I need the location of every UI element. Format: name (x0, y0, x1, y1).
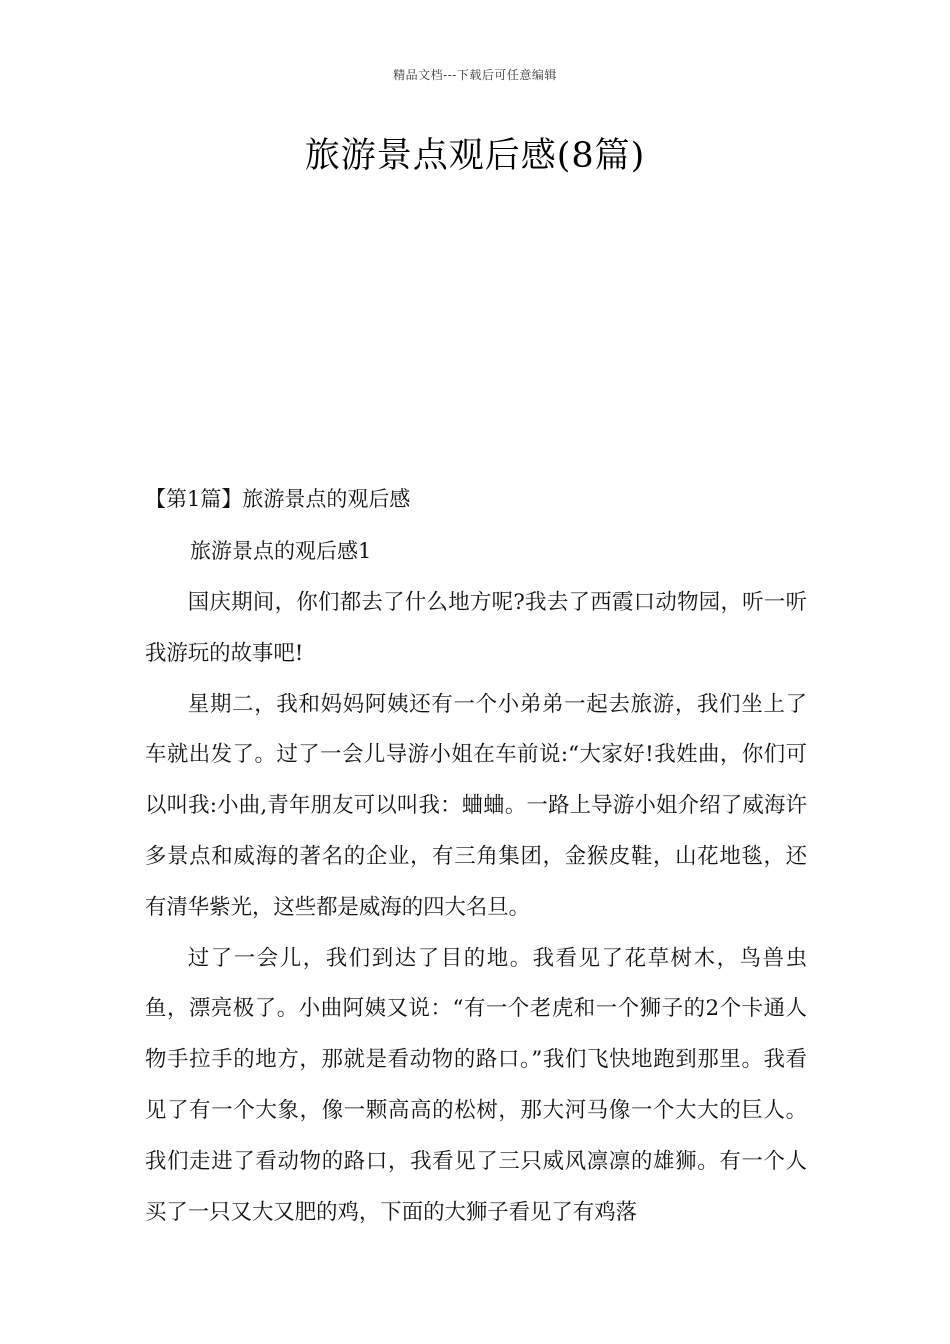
document-title: 旅游景点观后感(8篇) (304, 136, 646, 176)
header-note: 精品文档---下载后可任意编辑 (393, 68, 557, 82)
body-text (145, 578, 807, 1238)
section-heading: 【第1篇】旅游景点的观后感 (145, 487, 411, 511)
paragraph: 过了一会儿，我们到达了目的地。我看见了花草树木，鸟兽虫鱼，漂亮极了。小曲阿姨又说：“有一个老虎和一个狮子的2个卡通人物手拉手的地方，那就是看动物的路口。”我们飞快地跑到那里。我看见了有一个大象，像一颗高高的松树，那大河马像一个大大的巨人。我们走进了看动物的路口，我看见了三只威风凛凛的雄狮。有一个人买了一只又大又肥的鸡，下面的大狮子看见了有鸡落 (145, 945, 807, 1225)
sub-heading: 旅游景点的观后感1 (190, 539, 372, 563)
paragraph: 国庆期间，你们都去了什么地方呢?我去了西霞口动物园，听一听我游玩的故事吧! (145, 590, 807, 666)
paragraph: 星期二，我和妈妈阿姨还有一个小弟弟一起去旅游，我们坐上了车就出发了。过了一会儿导游小姐在车前说:“大家好!我姓曲，你们可以叫我:小曲,青年朋友可以叫我：蛐蛐。一路上导游小姐介绍了威海许多景点和威海的著名的企业，有三角集团，金猴皮鞋，山花地毯，还有清华紫光，这些都是威海的四大名旦。 (145, 691, 807, 920)
